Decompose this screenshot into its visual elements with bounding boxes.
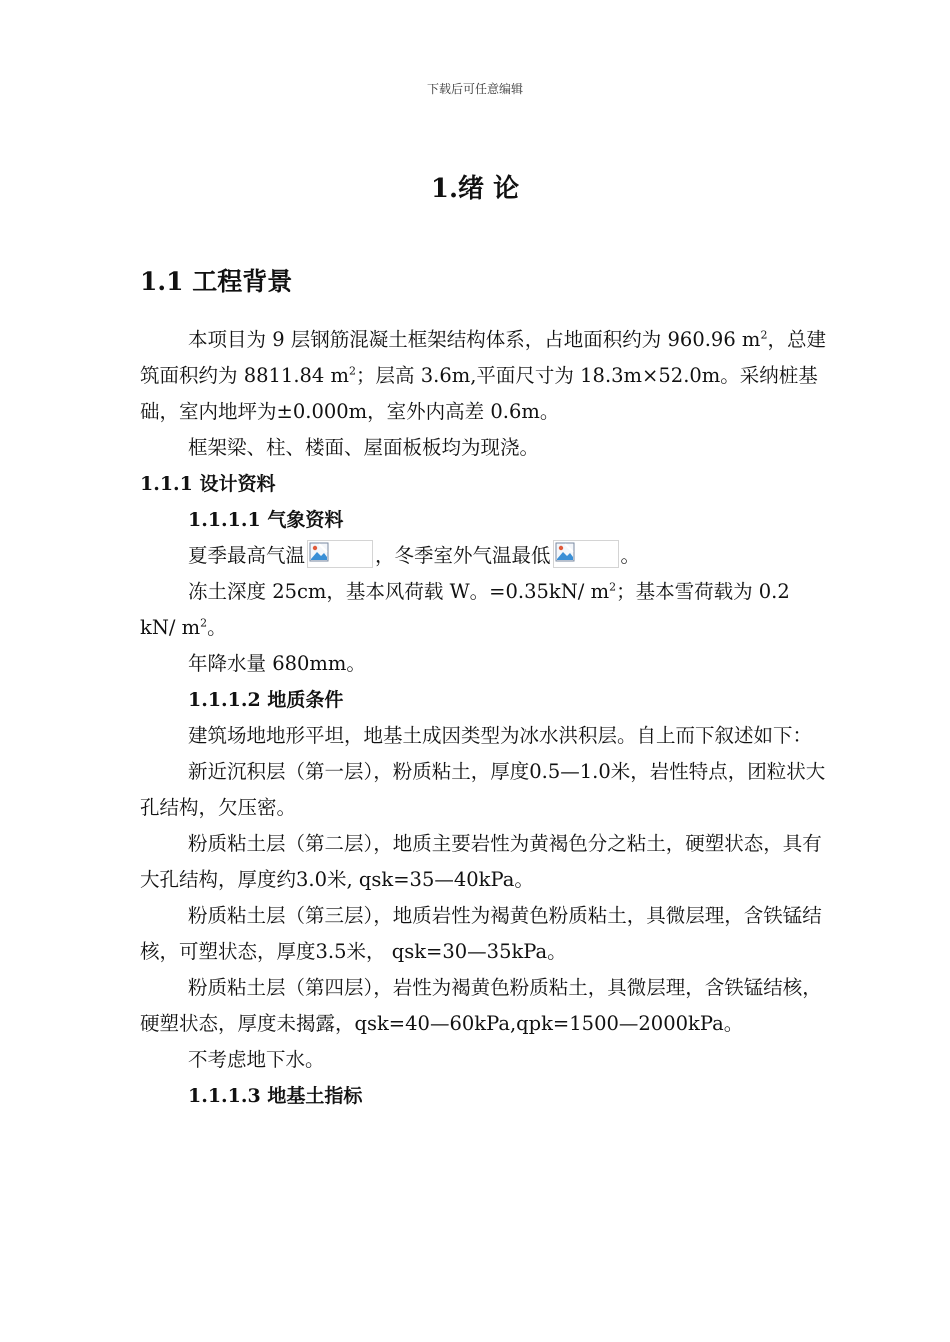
- heading-1-1-1: 1.1.1 设计资料: [140, 473, 276, 495]
- paragraph-geology-intro: 建筑场地地形平坦，地基土成因类型为冰水洪积层。自上而下叙述如下：: [188, 724, 813, 747]
- heading-1-1-1-1: 1.1.1.1 气象资料: [188, 509, 344, 531]
- heading-1-1-1-2: 1.1.1.2 地质条件: [188, 689, 344, 711]
- paragraph-layer-1: 新近沉积层（第一层），粉质粘土，厚度0.5—1.0米，岩性特点，团粒状大孔结构，欠压密。: [140, 760, 826, 819]
- body-text: [140, 322, 830, 1114]
- paragraph-frost-wind-snow: 冻土深度 25cm，基本风荷载 W。=0.35kN/ $m^2$；基本雪荷载为 0.2 kN/ $m^2$。: [140, 580, 790, 639]
- paragraph-groundwater: 不考虑地下水。: [188, 1048, 325, 1071]
- paragraph-layer-4: 粉质粘土层（第四层），岩性为褐黄色粉质粘土，具微层理，含铁锰结核，硬塑状态，厚度未揭露，qsk=40—60kPa,qpk=1500—2000kPa。: [140, 976, 822, 1035]
- paragraph-rainfall: 年降水量 680mm。: [188, 652, 366, 675]
- paragraph-cast-in-place: 框架梁、柱、楼面、屋面板板均为现浇。: [188, 436, 540, 459]
- broken-image-icon: [307, 540, 373, 568]
- section-heading: 1.1 工程背景: [140, 267, 293, 296]
- heading-1-1-1-3: 1.1.1.3 地基土指标: [188, 1085, 363, 1107]
- paragraph-project: 本项目为 9 层钢筋混凝土框架结构体系，占地面积约为 960.96 $m^2$，总建筑面积约为 8811.84 $m^2$；层高 3.6m,平面尺寸为 18.3m×52.0m。采纳桩基础，室内地坪为±0.000m，室外内高差 0.6m。: [140, 328, 826, 423]
- paragraph-weather: 夏季最高气温 ，冬季室外气温最低 。: [140, 538, 830, 574]
- chapter-title: 1.绪 论: [430, 174, 520, 204]
- broken-image-icon: [553, 540, 619, 568]
- paragraph-layer-3: 粉质粘土层（第三层），地质岩性为褐黄色粉质粘土，具微层理，含铁锰结核，可塑状态，厚度3.5米， qsk=30—35kPa。: [140, 904, 822, 963]
- page-header: 下载后可任意编辑: [426, 82, 523, 96]
- paragraph-layer-2: 粉质粘土层（第二层），地质主要岩性为黄褐色分之粘土，硬塑状态，具有大孔结构，厚度约3.0米, qsk=35—40kPa。: [140, 832, 822, 891]
